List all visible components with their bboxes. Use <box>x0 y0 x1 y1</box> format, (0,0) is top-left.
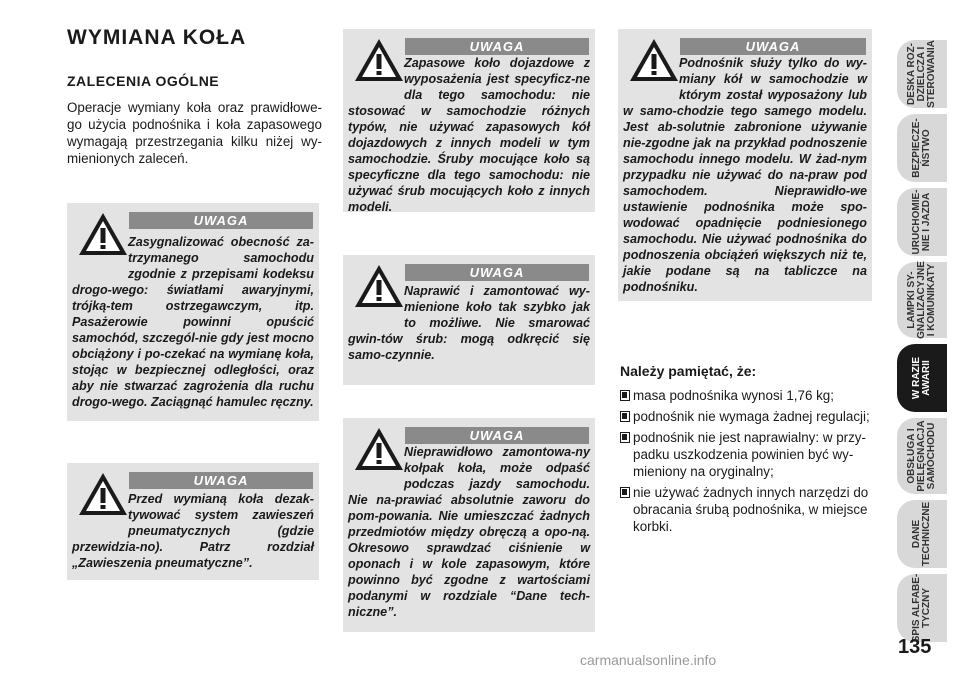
warning-box-suspension <box>67 463 319 580</box>
warning-label: UWAGA <box>680 38 866 55</box>
warning-text: Podnośnik służy tylko do wy-miany kół w samochodzie w którym został wyposażony lub w samo-chodzie tego samego modelu. Jest ab-solutnie zabronione używanie nie-zgodne jak na przykład podnoszenie samochodu innego modelu. W żad-nym przypadku nie używać do na-praw pod samochodem. Nieprawidło-we ustawienie podnośnika może spo-wodować opadnięcie podniesionego samochodu. Nie używać podnośnika do podnoszenia obciążeń większych niż te, jakie podane są na tabliczce na podnośniku. <box>623 56 867 294</box>
warning-label: UWAGA <box>405 264 589 281</box>
remember-list <box>620 387 872 535</box>
section-subtitle: ZALECENIA OGÓLNE <box>67 73 220 89</box>
list-item: nie używać żadnych innych narzędzi do obracania śrubą podnośnika, w miejsce korbki. <box>620 484 872 535</box>
watermark: carmanualsonline.info <box>580 652 717 668</box>
intro-paragraph: Operacje wymiany koła oraz prawidłowe-go użycia podnośnika i koła zapasowego wymagają przestrzegania kilku niżej wy-mienionych zaleceń. <box>67 100 322 166</box>
tab-maintenance[interactable]: OBSŁUGA I PIELĘGNACJA SAMOCHODU <box>897 418 947 494</box>
warning-label: UWAGA <box>405 38 589 55</box>
warning-label: UWAGA <box>129 472 313 489</box>
tab-starting-driving[interactable]: URUCHOMIE- NIE I JAZDA <box>897 188 947 256</box>
warning-text: Zasygnalizować obecność za-trzymanego samochodu zgodnie z przepisami kodeksu drogo-wego: światłami awaryjnymi, trójką-tem ostrzegawczym, itp. Pasażerowie powinni opuścić samochód, szczegól-nie gdy jest mocno obciążony i po-czekać na wymianę koła, stojąc w bezpiecznej odległości, oraz aby nie stwarzać zagrożenia dla ruchu drogo-wego. Zaciągnąć hamulec ręczny. <box>72 235 314 409</box>
tab-warning-lights[interactable]: LAMPKI SY- GNALIZACYJNE I KOMUNIKATY <box>897 262 947 338</box>
warning-box-jack <box>618 29 872 301</box>
warning-label: UWAGA <box>129 212 313 229</box>
remember-heading: Należy pamiętać, że: <box>620 363 757 379</box>
tab-safety[interactable]: BEZPIECZE- ŃSTWO <box>897 114 947 182</box>
checkbox-bullet-icon <box>620 390 630 401</box>
checkbox-bullet-icon <box>620 487 630 498</box>
warning-text: Przed wymianą koła dezak-tywować system zawieszeń pneumatycznych (gdzie przewidzia-no). Patrz rozdział „Zawieszenia pneumatyczne”. <box>72 492 314 570</box>
tab-index[interactable]: SPIS ALFABE- TYCZNY <box>897 574 947 642</box>
warning-label: UWAGA <box>405 427 589 444</box>
tab-technical-data[interactable]: DANE TECHNICZNE <box>897 500 947 568</box>
warning-box-hubcap <box>343 418 595 632</box>
warning-box-repair-wheel <box>343 255 595 385</box>
list-item: podnośnik nie wymaga żadnej regulacji; <box>620 408 872 425</box>
checkbox-bullet-icon <box>620 411 630 422</box>
warning-text: Nieprawidłowo zamontowa-ny kołpak koła, może odpaść podczas jazdy samochodu. Nie na-prawiać absolutnie zaworu do pom-powania. Nie umieszczać żadnych przedmiotów między obręczą a opo-ną. Okresowo sprawdzać ciśnienie w oponach i w kole zapasowym, które powinno być zgodne z wartościami podanymi w rozdziale “Dane tech-niczne”. <box>348 445 590 619</box>
warning-text: Zapasowe koło dojazdowe z wyposażenia jest specyficz-ne dla tego samochodu: nie stosować w samochodzie różnych typów, nie używać zapasowych kół dojazdowych z innych modeli w tym samochodzie. Śruby mocujące koło są specyficzne dla tego samochodu: nie używać śrub mocujących koło z innych modeli. <box>348 56 590 214</box>
remember-section <box>620 363 872 539</box>
checkbox-bullet-icon <box>620 432 630 443</box>
tab-dashboard[interactable]: DESKA ROZ- DZIELCZA I STEROWANIA <box>897 40 947 108</box>
page-number: 135 <box>898 636 932 658</box>
warning-text: Naprawić i zamontować wy-mienione koło tak szybko jak to możliwe. Nie smarować gwin-tów śrub: mogą odkręcić się samo-czynnie. <box>348 284 590 362</box>
tab-emergency[interactable]: W RAZIE AWARII <box>897 344 947 412</box>
warning-box-hazard-signal <box>67 203 319 421</box>
page-title: WYMIANA KOŁA <box>67 26 247 49</box>
list-item: masa podnośnika wynosi 1,76 kg; <box>620 387 872 404</box>
list-item: podnośnik nie jest naprawialny: w przy-padku uszkodzenia powinien być wy-mieniony na oryginalny; <box>620 429 872 480</box>
warning-box-spare-wheel <box>343 29 595 212</box>
